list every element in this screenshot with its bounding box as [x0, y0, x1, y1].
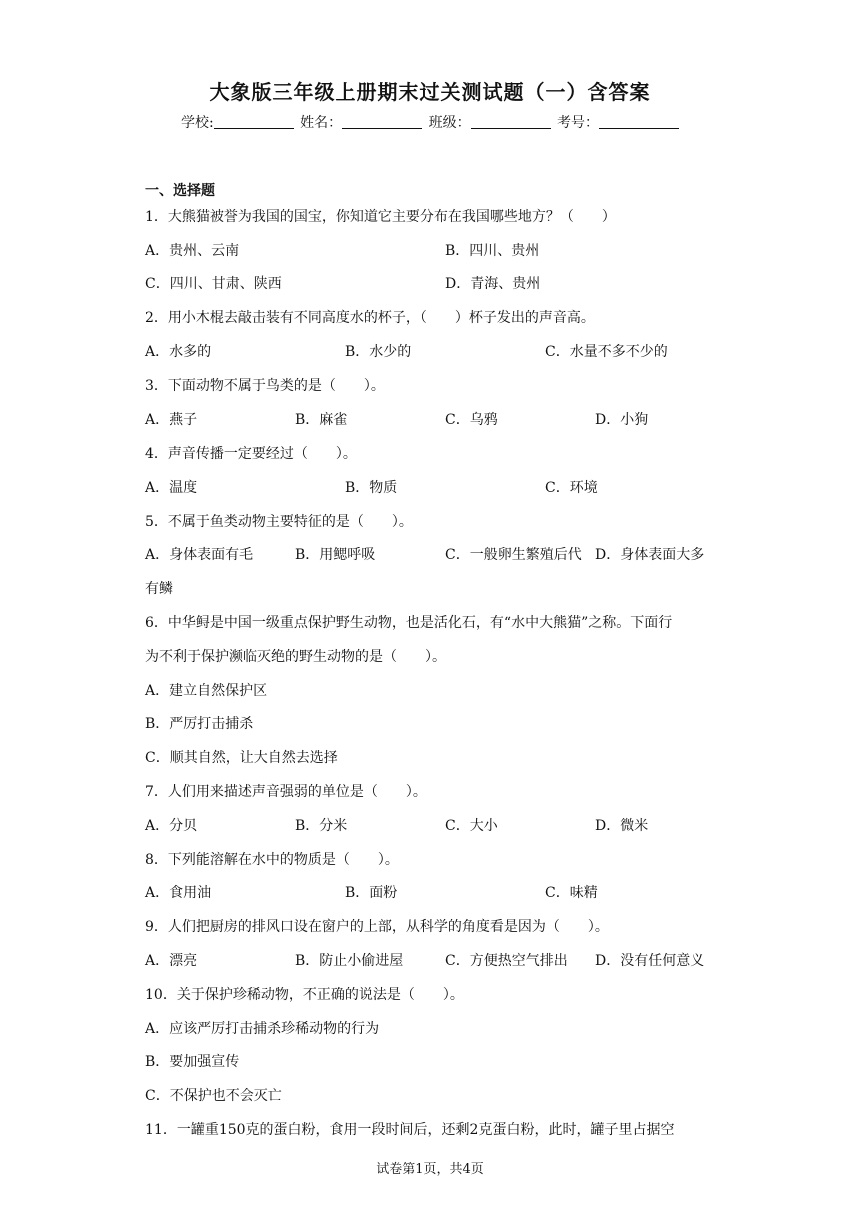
question-stem: 1．大熊猫被誉为我国的国宝，你知道它主要分布在我国哪些地方？（ ）	[145, 209, 616, 225]
question-option[interactable]: B．防止小偷进屋	[295, 953, 404, 969]
question-option[interactable]: A．贵州、云南	[145, 243, 240, 259]
question-option[interactable]: C．味精	[545, 885, 598, 901]
question-option[interactable]: D．没有任何意义	[595, 953, 705, 969]
question-option[interactable]: C．方便热空气排出	[445, 953, 568, 969]
student-info-line	[0, 112, 860, 132]
question-option[interactable]: D．身体表面大多	[595, 547, 705, 563]
question-option[interactable]: C．乌鸦	[445, 412, 498, 428]
question-option[interactable]: B．水少的	[345, 344, 412, 360]
question-option[interactable]: C．四川、甘肃、陕西	[145, 276, 282, 292]
question-option[interactable]: B．四川、贵州	[445, 243, 540, 259]
question-option[interactable]: A．燕子	[145, 412, 198, 428]
question-stem: 11．一罐重150克的蛋白粉，食用一段时间后，还剩2克蛋白粉，此时，罐子里占据空	[145, 1122, 675, 1138]
school-label: 学校:	[180, 115, 214, 131]
question-option[interactable]: B．分米	[295, 818, 348, 834]
page-title: 大象版三年级上册期末过关测试题（一）含答案	[209, 80, 651, 104]
question-option-continuation: 有鳞	[145, 581, 173, 597]
question-option[interactable]: A．水多的	[145, 344, 212, 360]
question-option[interactable]: B．用鳃呼吸	[295, 547, 376, 563]
question-stem: 6．中华鲟是中国一级重点保护野生动物，也是活化石，有“水中大熊猫”之称。下面行	[145, 615, 673, 631]
question-stem: 5．不属于鱼类动物主要特征的是（ ）。	[145, 514, 413, 530]
exam-number-label: 考号：	[557, 115, 600, 131]
question-option[interactable]: D．青海、贵州	[445, 276, 541, 292]
question-stem-continuation: 为不利于保护濒临灭绝的野生动物的是（ ）。	[145, 649, 446, 665]
question-option[interactable]: C．不保护也不会灭亡	[145, 1088, 282, 1104]
school-blank[interactable]	[214, 114, 294, 129]
question-option[interactable]: A．温度	[145, 480, 198, 496]
section-title: 一、选择题	[145, 183, 215, 199]
question-option[interactable]: B．物质	[345, 480, 398, 496]
question-stem: 3．下面动物不属于鸟类的是（ ）。	[145, 378, 385, 394]
question-option[interactable]: D．小狗	[595, 412, 649, 428]
question-option[interactable]: B．面粉	[345, 885, 398, 901]
question-option[interactable]: A．身体表面有毛	[145, 547, 254, 563]
question-option[interactable]: A．建立自然保护区	[145, 683, 268, 699]
name-blank[interactable]	[342, 114, 422, 129]
question-option[interactable]: A．应该严厉打击捕杀珍稀动物的行为	[145, 1021, 380, 1037]
question-stem: 9．人们把厨房的排风口设在窗户的上部，从科学的角度看是因为（ ）。	[145, 919, 609, 935]
page-footer: 试卷第1页，共4页	[376, 1162, 484, 1177]
class-blank[interactable]	[471, 114, 551, 129]
question-option[interactable]: A．分贝	[145, 818, 198, 834]
question-stem: 4．声音传播一定要经过（ ）。	[145, 446, 357, 462]
question-option[interactable]: C．顺其自然，让大自然去选择	[145, 750, 338, 766]
question-option[interactable]: B．要加强宣传	[145, 1054, 240, 1070]
question-option[interactable]: A．漂亮	[145, 953, 198, 969]
question-option[interactable]: A．食用油	[145, 885, 212, 901]
class-label: 班级：	[428, 115, 471, 131]
question-stem: 2．用小木棍去敲击装有不同高度水的杯子，（ ）杯子发出的声音高。	[145, 310, 595, 326]
question-option[interactable]: B．麻雀	[295, 412, 348, 428]
question-option[interactable]: C．环境	[545, 480, 598, 496]
question-stem: 10．关于保护珍稀动物，不正确的说法是（ ）。	[145, 987, 464, 1003]
question-stem: 8．下列能溶解在水中的物质是（ ）。	[145, 852, 399, 868]
question-option[interactable]: D．微米	[595, 818, 649, 834]
question-option[interactable]: C．水量不多不少的	[545, 344, 668, 360]
question-option[interactable]: C．大小	[445, 818, 498, 834]
name-label: 姓名：	[300, 115, 343, 131]
question-stem: 7．人们用来描述声音强弱的单位是（ ）。	[145, 784, 427, 800]
question-option[interactable]: C．一般卵生繁殖后代	[445, 547, 582, 563]
question-option[interactable]: B．严厉打击捕杀	[145, 716, 254, 732]
exam-number-blank[interactable]	[599, 114, 679, 129]
